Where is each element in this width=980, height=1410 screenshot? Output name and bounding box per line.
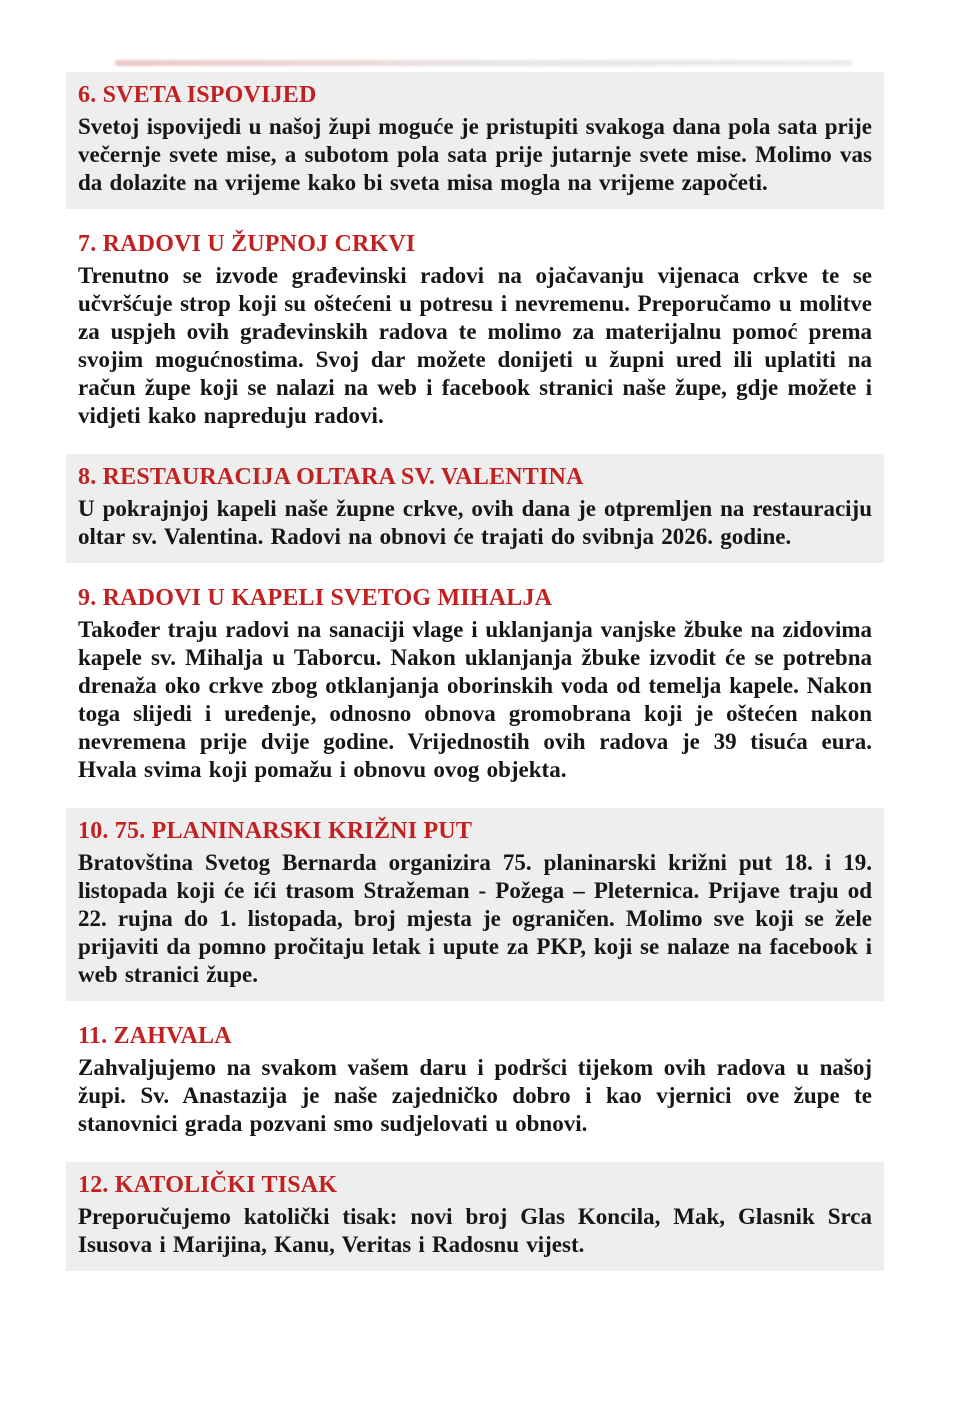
section-body: Trenutno se izvode građevinski radovi na ojačavanju vijenaca crkve te se učvršćuje strop koji su oštećeni u potresu i nevremenu. Preporučamo u molitve za uspjeh ovih građevinskih radova te molimo za materijalnu pomoć prema svojim mogućnostima. Svoj dar možete donijeti u župni ured ili uplatiti na račun župe koji se nalazi na web i facebook stranici naše župe, gdje možete i vidjeti kako napreduju radovi. [78, 263, 872, 428]
section-8-restauracija-oltara [66, 454, 884, 563]
section-body: Preporučujemo katolički tisak: novi broj Glas Koncila, Mak, Glasnik Srca Isusova i Marijina, Kanu, Veritas i Radosnu vijest. [78, 1204, 872, 1257]
section-heading: 11. ZAHVALA [78, 1023, 232, 1049]
section-body: Također traju radovi na sanaciji vlage i uklanjanja vanjske žbuke na zidovima kapele sv. Mihalja u Taborcu. Nakon uklanjanja žbuke izvodit će se potrebna drenaža oko crkve zbog otklanjanja oborinskih voda od temelja kapele. Nakon toga slijedi i uređenje, odnosno obnova gromobrana koji je oštećen nakon nevremena prije dvije godine. Vrijednostih ovih radova je 39 tisuća eura. Hvala svima koji pomažu i obnovu ovog objekta. [78, 617, 872, 782]
section-7-radovi-u-zupnoj-crkvi [66, 221, 884, 442]
section-body: U pokrajnjoj kapeli naše župne crkve, ovih dana je otpremljen na restauraciju oltar sv. Valentina. Radovi na obnovi će trajati do svibnja 2026. godine. [78, 496, 872, 549]
section-11-zahvala [66, 1013, 884, 1150]
section-body: Bratovština Svetog Bernarda organizira 75. planinarski križni put 18. i 19. listopada koji će ići trasom Stražeman - Požega – Pleternica. Prijave traju od 22. rujna do 1. listopada, broj mjesta je ograničen. Molimo sve koji se žele prijaviti da pomno pročitaju letak i upute za PKP, koji se nalaze na facebook i web stranici župe. [78, 850, 872, 987]
section-heading: 9. RADOVI U KAPELI SVETOG MIHALJA [78, 585, 553, 611]
announcements-column [66, 72, 884, 1283]
section-body: Zahvaljujemo na svakom vašem daru i podršci tijekom ovih radova u našoj župi. Sv. Anastazija je naše zajedničko dobro i kao vjernici ove župe te stanovnici grada pozvani smo sudjelovati u obnovi. [78, 1055, 872, 1136]
section-9-radovi-u-kapeli [66, 575, 884, 796]
section-6-sveta-ispovijed [66, 72, 884, 209]
section-12-katolicki-tisak [66, 1162, 884, 1271]
section-heading: 6. SVETA ISPOVIJED [78, 82, 317, 108]
section-heading: 7. RADOVI U ŽUPNOJ CRKVI [78, 231, 416, 257]
scan-crop-artifact [115, 60, 852, 66]
section-heading: 12. KATOLIČKI TISAK [78, 1172, 338, 1198]
section-10-planinarski-krizni-put [66, 808, 884, 1001]
section-body: Svetoj ispovijedi u našoj župi moguće je pristupiti svakoga dana pola sata prije večernje svete mise, a subotom pola sata prije jutarnje svete mise. Molimo vas da dolazite na vrijeme kako bi sveta misa mogla na vrijeme započeti. [78, 114, 872, 195]
section-heading: 10. 75. PLANINARSKI KRIŽNI PUT [78, 818, 473, 844]
section-heading: 8. RESTAURACIJA OLTARA SV. VALENTINA [78, 464, 584, 490]
